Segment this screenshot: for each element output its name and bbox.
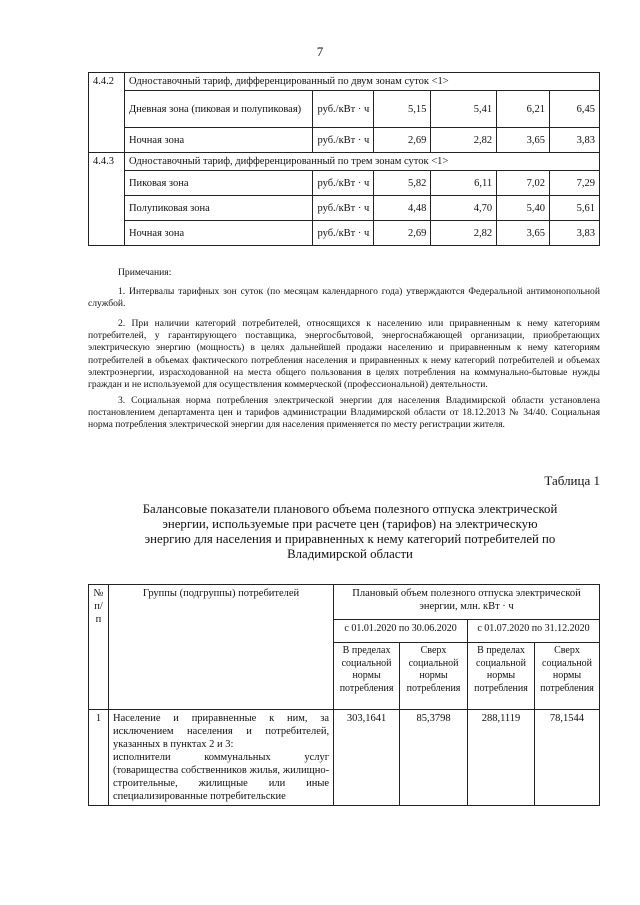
group-cell [108,710,333,806]
header-row [89,585,600,620]
value: 85,3798 [400,710,468,806]
unit: руб./кВт · ч [313,221,374,246]
value: 4,48 [374,196,431,221]
section-title: Одноставочный тариф, дифференцированный по двум зонам суток <1> [124,73,599,91]
unit: руб./кВт · ч [313,196,374,221]
value: 5,82 [374,171,431,196]
value: 5,40 [497,196,550,221]
table-row [89,128,600,153]
note-text: 3. Социальная норма потребления электрической энергии для населения Владимирской области установлена постановлением департамента цен и тарифов администрации Владимирской области от 18.12.2013 № 34/40. Социальная норма потребления электрической энергии для населения применяется по месту регистрации жителя. [88,395,600,431]
value: 78,1544 [534,710,599,806]
value: 7,29 [550,171,600,196]
value: 5,61 [550,196,600,221]
value: 303,1641 [334,710,400,806]
value: 288,1119 [468,710,535,806]
value: 3,65 [497,221,550,246]
note-text: 2. При наличии категорий потребителей, относящихся к населению или приравненным к нему категориям потребителей, у гарантирующего поставщика, энергосбытовой, энергоснабжающей организации, приобретающих электрическую энергию (мощность) в целях дальнейшей продажи населению и приравненным к нему категориям потребителей в объемах фактического потребления населения и приравненных к нему категорий потребителей и объемах электроэнергии, израсходованной на места общего пользования в целях потребления на коммунально-бытовые нужды граждан и не используемой для осуществления коммерческой (профессиональной) деятельности. [88,318,600,391]
page-number: 7 [316,44,324,59]
unit: руб./кВт · ч [313,128,374,153]
notes-heading [88,267,600,279]
value: 2,69 [374,221,431,246]
table-row [89,196,600,221]
value: 3,65 [497,128,550,153]
table-row [89,221,600,246]
section-443-header [89,153,600,171]
value: 5,41 [431,91,497,128]
table-title: Балансовые показатели планового объема полезного отпуска электрической энергии, используемые при расчете цен (тарифов) на электрическую энергию для населения и приравненных к нему категорий потребителей по Владимирской области [142,502,558,561]
value: 3,83 [550,128,600,153]
note-2 [88,318,600,391]
period-1: с 01.01.2020 по 30.06.2020 [334,620,468,643]
section-code: 4.4.2 [89,73,125,153]
table-row [89,171,600,196]
tariff-table [88,72,600,246]
section-title: Одноставочный тариф, дифференцированный по трем зонам суток <1> [124,153,599,171]
value: 2,82 [431,128,497,153]
row-num: 1 [89,710,109,806]
within-norm-header: В пределах социальной нормы потребления [468,643,535,710]
col-plan-header: Плановый объем полезного отпуска электрической энергии, млн. кВт · ч [334,585,600,620]
zone-name: Ночная зона [124,128,313,153]
value: 4,70 [431,196,497,221]
zone-name: Полупиковая зона [124,196,313,221]
zone-name: Пиковая зона [124,171,313,196]
balance-table [88,584,600,806]
value: 5,15 [374,91,431,128]
note-1 [88,286,600,310]
section-442-header [89,73,600,91]
note-text: 1. Интервалы тарифных зон суток (по месяцам календарного года) утверждаются Федеральной антимонопольной службой. [88,286,600,310]
over-norm-header: Сверх социальной нормы потребления [400,643,468,710]
notes-title: Примечания: [118,267,172,278]
group-text: исполнители коммунальных услуг (товарищества собственников жилья, жилищно-строительные, жилищные или иные специализированные потребительские [112,752,330,802]
col-num-header: № п/п [89,585,109,710]
unit: руб./кВт · ч [313,171,374,196]
table-row [89,710,600,806]
table-label: Таблица 1 [544,473,600,488]
zone-name: Дневная зона (пиковая и полупиковая) [124,91,313,128]
zone-name: Ночная зона [124,221,313,246]
table-row [89,91,600,128]
unit: руб./кВт · ч [313,91,374,128]
within-norm-header: В пределах социальной нормы потребления [334,643,400,710]
note-3 [88,395,600,432]
group-text: Население и приравненные к ним, за исключением населения и потребителей, указанных в пунктах 2 и 3: [112,713,330,750]
value: 6,21 [497,91,550,128]
over-norm-header: Сверх социальной нормы потребления [534,643,599,710]
value: 6,11 [431,171,497,196]
value: 2,82 [431,221,497,246]
value: 6,45 [550,91,600,128]
col-group-header: Группы (подгруппы) потребителей [108,585,333,710]
value: 2,69 [374,128,431,153]
value: 3,83 [550,221,600,246]
section-code: 4.4.3 [89,153,125,246]
period-2: с 01.07.2020 по 31.12.2020 [468,620,600,643]
value: 7,02 [497,171,550,196]
